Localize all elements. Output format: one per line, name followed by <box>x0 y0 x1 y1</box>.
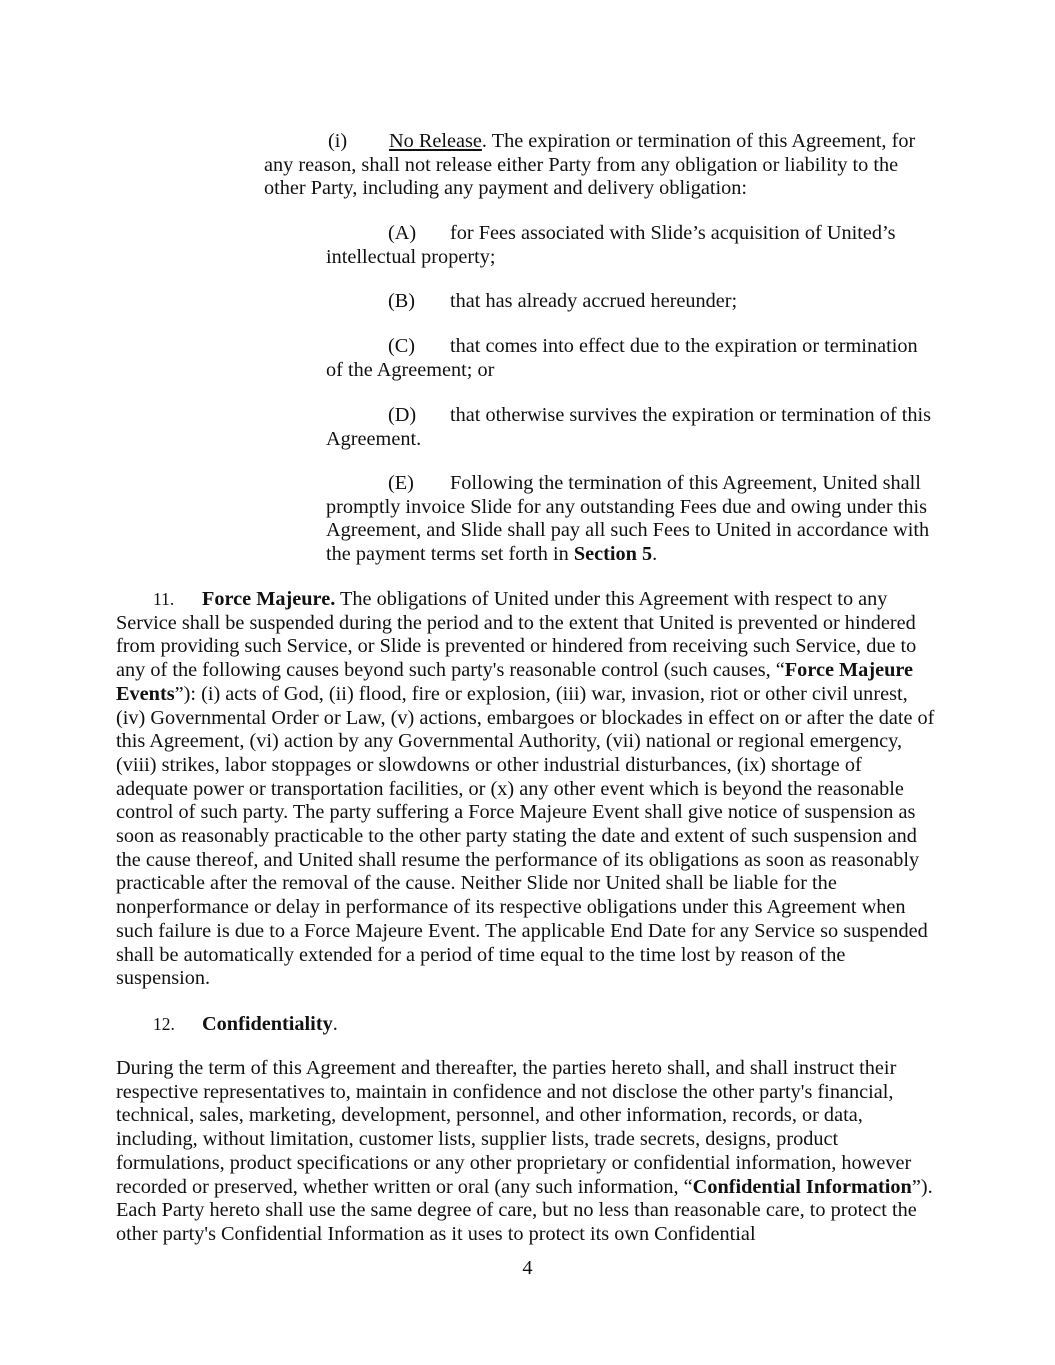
section-title-tail: . <box>332 1013 338 1035</box>
subitem-label: (C) <box>388 335 416 357</box>
clause-heading: No Release <box>389 130 482 152</box>
subitem-b <box>326 290 936 314</box>
defined-term: Force Majeure Events <box>116 659 913 705</box>
section-text-continued: ”). Each Party hereto shall use the same degree of care, but no less than reasonable care, to protect the other party's Confidential Information as it uses to protect its own Confidential <box>116 1175 933 1245</box>
subitem-tail: . <box>652 543 658 566</box>
subitem-c <box>326 335 936 382</box>
subitem-label: (A) <box>388 222 417 244</box>
clause-label: (i) <box>328 130 348 152</box>
page-number: 4 <box>522 1257 533 1279</box>
clause-no-release <box>264 130 944 201</box>
clause-text: . The expiration or termination of this Agreement, for any reason, shall not release either Party from any obligation or liability to the other Party, including any payment and delivery obligation: <box>264 130 916 200</box>
subitem-label: (E) <box>388 472 414 494</box>
subitem-d <box>326 404 936 451</box>
subitem-label: (D) <box>388 404 417 426</box>
subitem-a <box>326 222 936 269</box>
subitem-text: that comes into effect due to the expiration or termination of the Agreement; or <box>326 335 918 381</box>
section-title: Confidentiality <box>202 1013 333 1035</box>
subitem-text: that otherwise survives the expiration or termination of this Agreement. <box>326 404 932 450</box>
subitem-label: (B) <box>388 290 416 312</box>
section-number: 12. <box>153 1014 175 1034</box>
section-confidentiality-body <box>116 1057 936 1247</box>
section-confidentiality-heading <box>153 1013 853 1037</box>
section-reference: Section 5 <box>573 543 653 566</box>
section-text: The obligations of United under this Agreement with respect to any Service shall be suspended during the period and to the extent that United is prevented or hindered from providing such Service, or Slide is prevented or hindered from receiving such Service, due to any of the following causes beyond such party's reasonable control (such causes, “ <box>116 588 917 682</box>
subitem-e <box>326 472 946 567</box>
defined-term: Confidential Information <box>692 1175 912 1198</box>
subitem-text: Following the termination of this Agreement, United shall promptly invoice Slide for any outstanding Fees due and owing under this Agreement, and Slide shall pay all such Fees to United in accordance with the payment terms set forth in <box>326 472 930 566</box>
subitem-text: for Fees associated with Slide’s acquisition of United’s intellectual property; <box>326 222 896 268</box>
section-force-majeure <box>116 588 936 991</box>
section-number: 11. <box>153 589 175 609</box>
section-title: Force Majeure. <box>202 588 336 610</box>
section-text: During the term of this Agreement and thereafter, the parties hereto shall, and shall instruct their respective representatives to, maintain in confidence and not disclose the other party's financial, technical, sales, marketing, development, personnel, and other information, records, or data, including, without limitation, customer lists, supplier lists, trade secrets, designs, product formulations, product specifications or any other proprietary or confidential information, however recorded or preserved, whether written or oral (any such information, “ <box>116 1057 912 1198</box>
section-text-continued: ”): (i) acts of God, (ii) flood, fire or explosion, (iii) war, invasion, riot or other civil unrest, (iv) Governmental Order or Law, (v) actions, embargoes or blockades in effect on or after the date of this Agreement, (vi) action by any Governmental Authority, (vii) national or regional emergency, (viii) strikes, labor stoppages or slowdowns or other industrial disturbances, (ix) shortage of adequate power or transportation facilities, or (x) any other event which is beyond the reasonable control of such party. The party suffering a Force Majeure Event shall give notice of suspension as soon as reasonably practicable to the other party stating the date and extent of such suspension and the cause thereof, and United shall resume the performance of its obligations as soon as reasonably practicable after the removal of the cause. Neither Slide nor United shall be liable for the nonperformance or delay in performance of its respective obligations under this Agreement when such failure is due to a Force Majeure Event. The applicable End Date for any Service so suspended shall be automatically extended for a period of time equal to the time lost by reason of the suspension. <box>116 682 935 990</box>
subitem-text: that has already accrued hereunder; <box>450 290 738 312</box>
